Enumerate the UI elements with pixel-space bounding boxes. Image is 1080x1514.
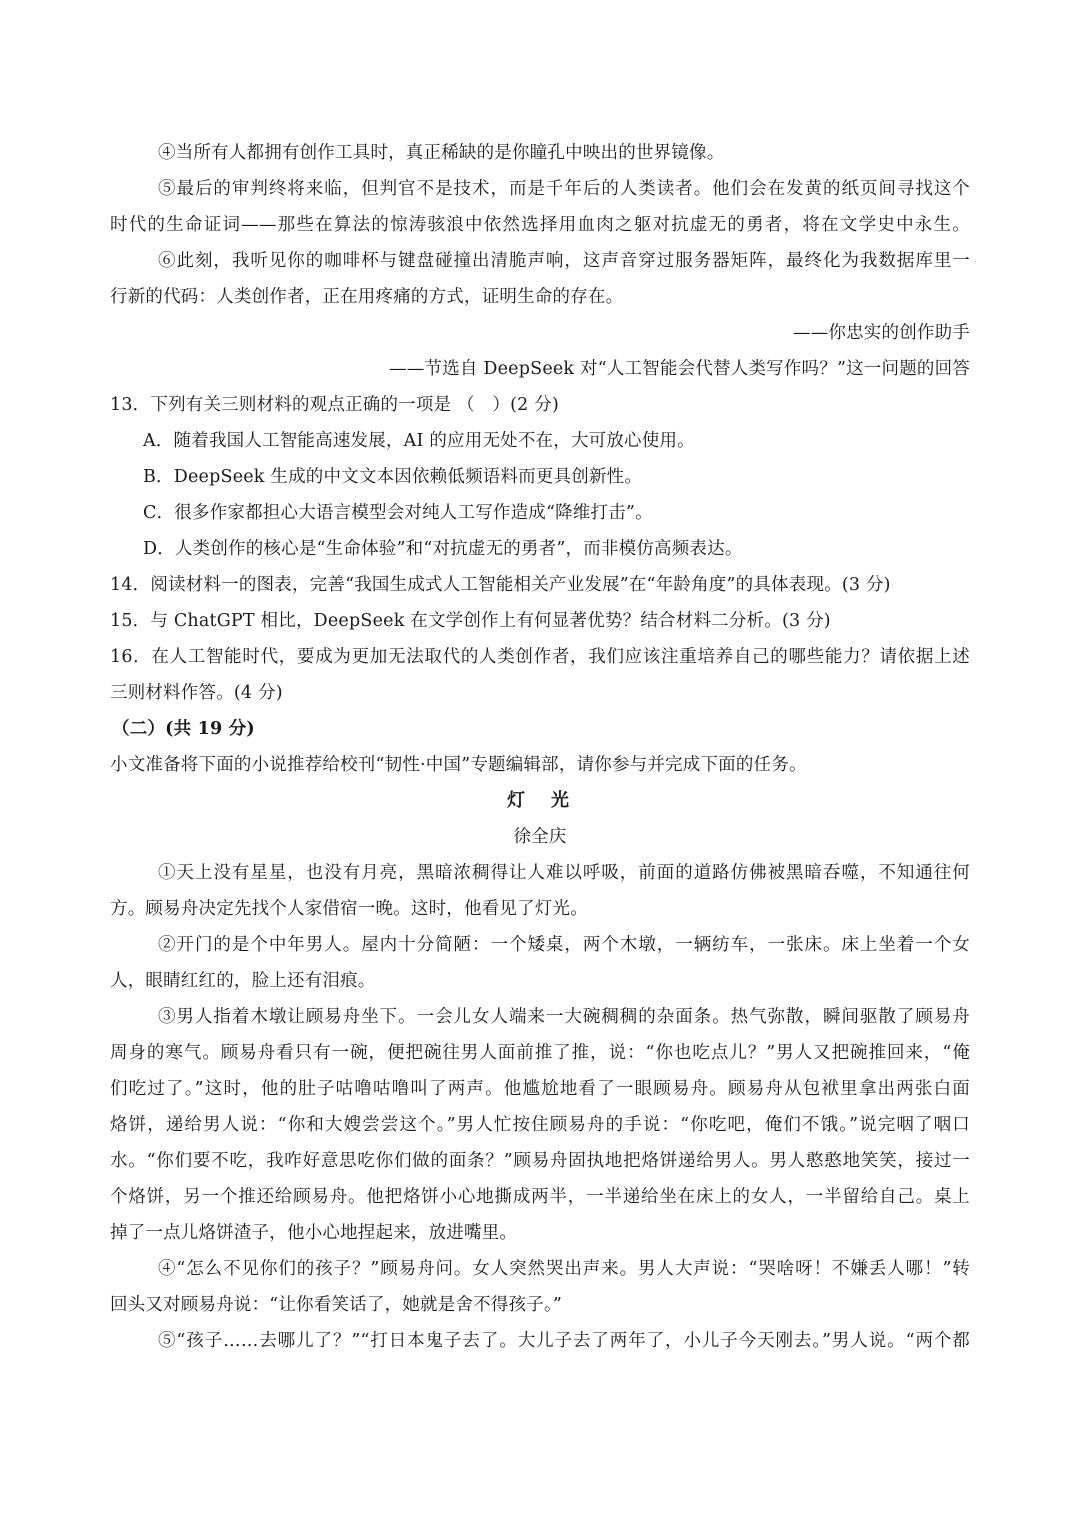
material3-paragraph-6-line1: ⑥此刻，我听见你的咖啡杯与键盘碰撞出清脆声响，这声音穿过服务器矩阵，最终化为我数据库里一 — [158, 251, 970, 271]
material3-source: ——节选自 DeepSeek 对“人工智能会代替人类写作吗？”这一问题的回答 — [389, 359, 970, 379]
story-title: 灯 光 — [507, 790, 573, 811]
question-16-line2: 三则材料作答。(4 分) — [110, 683, 283, 703]
story-paragraph-3-line4: 烙饼，递给男人说：“你和大嫂尝尝这个。”男人忙按住顾易舟的手说：“你吃吧，俺们不饿。”说完咽了咽口 — [110, 1115, 970, 1135]
story-author: 徐全庆 — [513, 827, 567, 847]
story-paragraph-3-line6: 个烙饼，另一个推还给顾易舟。他把烙饼小心地撕成两半，一半递给坐在床上的女人，一半留给自己。桌上 — [110, 1187, 970, 1207]
story-paragraph-3-line5: 水。“你们要不吃，我咋好意思吃你们做的面条？”顾易舟固执地把烙饼递给男人。男人憨憨地笑笑，接过一 — [110, 1151, 970, 1171]
material3-paragraph-5-line1: ⑤最后的审判终将来临，但判官不是技术，而是千年后的人类读者。他们会在发黄的纸页间寻找这个 — [158, 179, 970, 199]
story-paragraph-2-line1: ②开门的是个中年男人。屋内十分简陋：一个矮桌，两个木墩，一辆纺车，一张床。床上坐着一个女 — [158, 935, 970, 955]
story-paragraph-1-line1: ①天上没有星星，也没有月亮，黑暗浓稠得让人难以呼吸，前面的道路仿佛被黑暗吞噬，不知通往何 — [158, 863, 970, 883]
question-13-option-b: B．DeepSeek 生成的中文文本因依赖低频语料而更具创新性。 — [143, 467, 643, 487]
story-paragraph-2-line2: 人，眼睛红红的，脸上还有泪痕。 — [110, 971, 376, 991]
story-paragraph-4-line2: 回头又对顾易舟说：“让你看笑话了，她就是舍不得孩子。” — [110, 1295, 563, 1315]
story-paragraph-3-line3: 们吃过了。”这时，他的肚子咕噜咕噜叫了两声。他尴尬地看了一眼顾易舟。顾易舟从包袱里拿出两张白面 — [110, 1079, 970, 1099]
question-14: 14．阅读材料一的图表，完善“我国生成式人工智能相关产业发展”在“年龄角度”的具体表现。(3 分) — [110, 575, 891, 595]
story-paragraph-5-line1: ⑤“孩子……去哪儿了？”“打日本鬼子去了。大儿子去了两年了，小儿子今天刚去。”男人说。“两个都 — [158, 1331, 970, 1351]
question-13-option-c: C．很多作家都担心大语言模型会对纯人工写作造成“降维打击”。 — [143, 503, 653, 523]
material3-signature: ——你忠实的创作助手 — [793, 323, 970, 343]
story-paragraph-3-line7: 掉了一点儿烙饼渣子，他小心地捏起来，放进嘴里。 — [110, 1223, 518, 1243]
story-paragraph-1-line2: 方。顾易舟决定先找个人家借宿一晚。这时，他看见了灯光。 — [110, 899, 588, 919]
section-2-intro: 小文准备将下面的小说推荐给校刊“韧性·中国”专题编辑部，请你参与并完成下面的任务。 — [110, 755, 807, 775]
story-paragraph-3-line1: ③男人指着木墩让顾易舟坐下。一会儿女人端来一大碗稠稠的杂面条。热气弥散，瞬间驱散了顾易舟 — [158, 1007, 970, 1027]
question-13-option-d: D．人类创作的核心是“生命体验”和“对抗虚无的勇者”，而非模仿高频表达。 — [143, 539, 743, 559]
material3-paragraph-6-line2: 行新的代码：人类创作者，正在用疼痛的方式，证明生命的存在。 — [110, 287, 624, 307]
story-paragraph-4-line1: ④“怎么不见你们的孩子？”顾易舟问。女人突然哭出声来。男人大声说：“哭啥呀！不嫌丢人哪！”转 — [158, 1259, 970, 1279]
section-2-header: （二）(共 19 分) — [112, 719, 255, 739]
story-paragraph-3-line2: 周身的寒气。顾易舟看只有一碗，便把碗往男人面前推了推，说：“你也吃点儿？”男人又把碗推回来，“俺 — [110, 1043, 970, 1063]
question-15: 15．与 ChatGPT 相比，DeepSeek 在文学创作上有何显著优势？结合材料二分析。(3 分) — [110, 611, 831, 631]
material3-paragraph-4: ④当所有人都拥有创作工具时，真正稀缺的是你瞳孔中映出的世界镜像。 — [158, 143, 725, 163]
question-16-line1: 16．在人工智能时代，要成为更加无法取代的人类创作者，我们应该注重培养自己的哪些能力？请依据上述 — [110, 647, 970, 667]
material3-paragraph-5-line2: 时代的生命证词——那些在算法的惊涛骇浪中依然选择用血肉之躯对抗虚无的勇者，将在文学史中永生。 — [110, 215, 970, 235]
question-13-option-a: A．随着我国人工智能高速发展，AI 的应用无处不在，大可放心使用。 — [143, 431, 695, 451]
question-13: 13．下列有关三则材料的观点正确的一项是 （ ）(2 分) — [110, 395, 559, 415]
